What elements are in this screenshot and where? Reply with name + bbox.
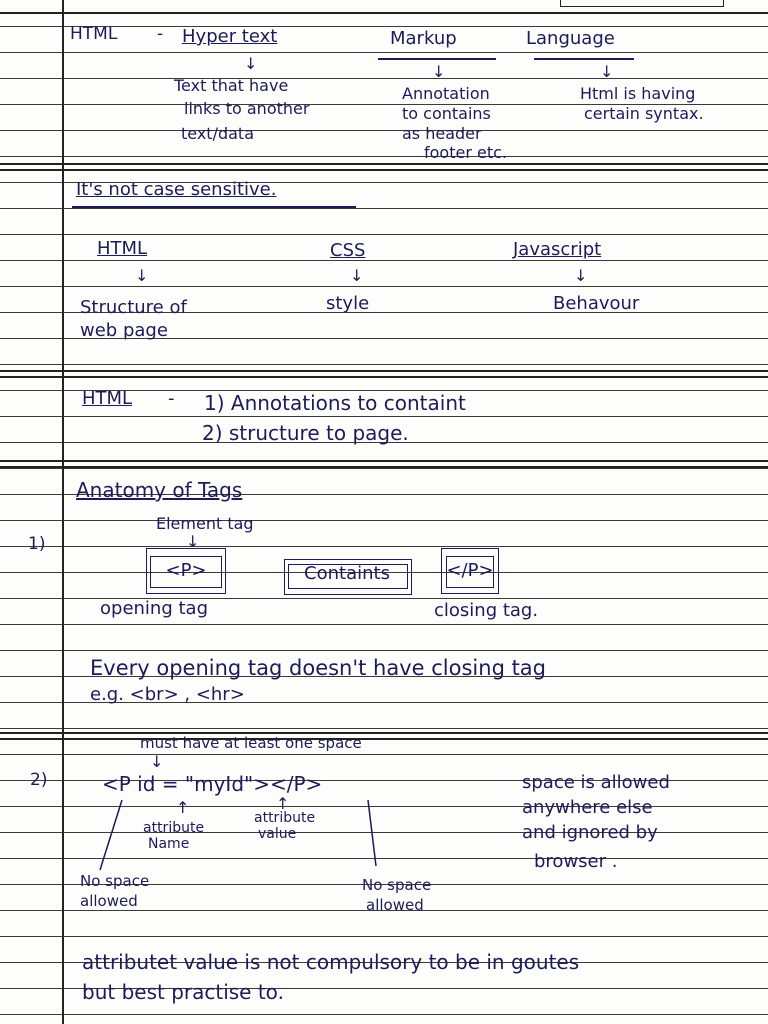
down-arrow-icon: ↓ — [350, 266, 364, 285]
down-arrow-icon: ↓ — [574, 266, 588, 285]
side-note: anywhere else — [522, 797, 653, 818]
hyper-text-note: text/data — [181, 124, 255, 143]
closing-tag-example: e.g. <br> , <hr> — [90, 684, 245, 705]
hyper-text-note: Text that have — [174, 76, 289, 95]
hyper-text-term: Hyper text — [182, 26, 278, 47]
opening-tag-label: opening tag — [100, 598, 208, 619]
no-space-right-pointer — [368, 800, 376, 866]
quote-note: but best practise to. — [82, 980, 284, 1004]
closing-tag-text: </P> — [446, 560, 494, 581]
attribute-value-label: attribute — [254, 810, 316, 826]
trio-html-desc: Structure of — [80, 297, 187, 318]
attribute-value-label: value — [258, 826, 297, 842]
markup-note: Annotation — [402, 84, 490, 103]
trio-html-heading: HTML — [97, 238, 148, 259]
purpose-point: 1) Annotations to containt — [204, 391, 466, 415]
no-space-left-pointer — [100, 800, 122, 870]
markup-note: footer etc. — [424, 143, 507, 162]
language-term: Language — [526, 28, 615, 49]
opening-tag-text: <P> — [165, 560, 207, 581]
item-number: 2) — [30, 770, 48, 790]
purpose-point: 2) structure to page. — [202, 421, 409, 445]
element-tag-label: Element tag — [156, 514, 254, 533]
closing-tag-rule: Every opening tag doesn't have closing tag — [90, 656, 547, 680]
up-arrow-icon: ↑ — [176, 798, 190, 817]
no-space-right-label: allowed — [366, 896, 424, 914]
space-requirement-note: must have at least one space — [140, 734, 362, 752]
trio-css-heading: CSS — [330, 240, 366, 261]
no-space-left-label: allowed — [80, 892, 138, 910]
anatomy-title: Anatomy of Tags — [76, 478, 243, 502]
trio-js-desc: Behavour — [553, 293, 640, 314]
closing-tag-label: closing tag. — [434, 600, 539, 621]
intro-dash: - — [157, 24, 164, 44]
hyper-text-note: links to another — [184, 99, 310, 118]
markup-note: to contains — [402, 104, 491, 123]
trio-html-desc: web page — [80, 320, 168, 341]
down-arrow-icon: ↓ — [135, 266, 149, 285]
markup-term: Markup — [390, 28, 457, 49]
markup-note: as header — [402, 124, 482, 143]
language-note: certain syntax. — [584, 104, 704, 123]
up-arrow-icon: ↑ — [276, 794, 290, 813]
purpose-dash: - — [168, 388, 175, 409]
attribute-name-label: attribute — [143, 820, 205, 836]
language-note: Html is having — [580, 84, 696, 103]
down-arrow-icon: ↓ — [244, 54, 258, 73]
trio-js-heading: Javascript — [513, 239, 602, 260]
contents-text: Containts — [304, 563, 390, 584]
quote-note: attributet value is not compulsory to be in goutes — [82, 950, 580, 974]
side-note: space is allowed — [522, 772, 670, 793]
side-note: and ignored by — [522, 822, 658, 843]
down-arrow-icon: ↓ — [150, 752, 164, 771]
attribute-code-example: <P id = "myId"></P> — [102, 772, 323, 796]
down-arrow-icon: ↓ — [186, 532, 200, 551]
no-space-left-label: No space — [80, 872, 150, 890]
item-number: 1) — [28, 534, 46, 554]
trio-css-desc: style — [326, 293, 370, 314]
attribute-name-label: Name — [148, 836, 190, 852]
down-arrow-icon: ↓ — [432, 62, 446, 81]
no-space-right-label: No space — [362, 876, 432, 894]
purpose-html-heading: HTML — [82, 388, 133, 409]
down-arrow-icon: ↓ — [600, 62, 614, 81]
case-sensitivity-note: It's not case sensitive. — [76, 179, 277, 200]
side-note: browser . — [534, 851, 618, 872]
intro-html-heading: HTML — [70, 24, 118, 44]
